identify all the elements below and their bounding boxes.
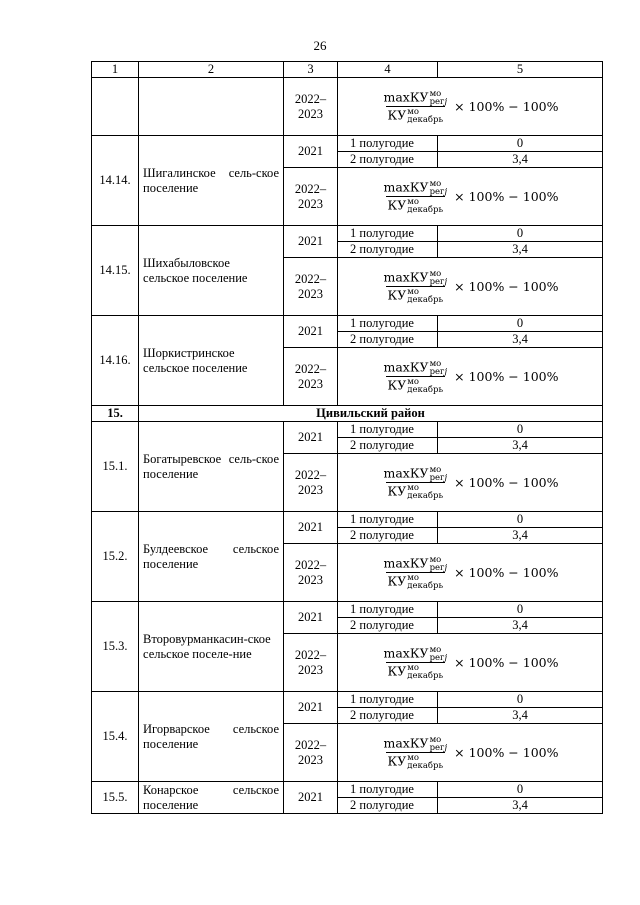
value-cell: 0 <box>438 782 603 798</box>
year-cell: 2021 <box>284 602 338 634</box>
year-cell: 2021 <box>284 226 338 258</box>
formula-cell <box>338 258 603 316</box>
formula-cell <box>338 724 603 782</box>
table-row <box>92 692 603 708</box>
row-number-cell: 15.2. <box>92 512 139 602</box>
table-row <box>92 512 603 528</box>
year-line: 2022– <box>294 737 327 752</box>
formula-denominator: КУ мо декабрь <box>387 572 444 591</box>
half-label-cell: 2 полугодие <box>338 152 438 168</box>
year-line: 2023 <box>298 106 323 121</box>
formula-tail: × 100% − 100% <box>454 745 559 760</box>
table-row <box>92 316 603 332</box>
year-line: 2023 <box>298 286 323 301</box>
year-cell <box>284 544 338 602</box>
year-line: 2023 <box>298 572 323 587</box>
formula-numerator: maxКУ мо регj <box>383 464 448 483</box>
formula-tail: × 100% − 100% <box>454 99 559 114</box>
formula-cell <box>338 348 603 406</box>
table-row <box>92 78 603 136</box>
formula-tail: × 100% − 100% <box>454 369 559 384</box>
section-number: 15. <box>92 406 139 422</box>
formula-numerator: maxКУ мо регj <box>383 178 448 197</box>
value-cell: 3,4 <box>438 242 603 258</box>
header-cell: 5 <box>438 62 603 78</box>
formula <box>341 646 599 680</box>
year-line: 2022– <box>294 647 327 662</box>
year-cell <box>284 348 338 406</box>
formula-denominator: КУ мо декабрь <box>387 286 444 305</box>
half-label-cell: 1 полугодие <box>338 602 438 618</box>
year-line: 2023 <box>298 482 323 497</box>
formula-denominator: КУ мо декабрь <box>387 662 444 681</box>
half-label-cell: 1 полугодие <box>338 692 438 708</box>
year-cell: 2021 <box>284 692 338 724</box>
fraction <box>382 466 450 500</box>
formula-denominator: КУ мо декабрь <box>387 752 444 771</box>
row-name-cell: Второвурманкасин-ское сельское поселе-ние <box>139 602 284 692</box>
formula-denominator: КУ мо декабрь <box>387 482 444 501</box>
row-name-cell: Конарское сельское поселение <box>139 782 284 814</box>
half-label-cell: 1 полугодие <box>338 226 438 242</box>
header-cell: 3 <box>284 62 338 78</box>
year-cell <box>284 724 338 782</box>
row-name-cell: Богатыревское сель-ское поселение <box>139 422 284 512</box>
header-cell: 1 <box>92 62 139 78</box>
formula-denominator: КУ мо декабрь <box>387 196 444 215</box>
formula-cell <box>338 78 603 136</box>
formula-cell <box>338 544 603 602</box>
fraction <box>382 646 450 680</box>
fraction <box>382 90 450 124</box>
table-row <box>92 782 603 798</box>
half-label-cell: 2 полугодие <box>338 798 438 814</box>
year-cell: 2021 <box>284 512 338 544</box>
fraction <box>382 270 450 304</box>
formula-numerator: maxКУ мо регj <box>383 88 448 107</box>
value-cell: 3,4 <box>438 618 603 634</box>
row-name-cell: Шигалинское сель-ское поселение <box>139 136 284 226</box>
half-label-cell: 2 полугодие <box>338 708 438 724</box>
fraction <box>382 556 450 590</box>
fraction <box>382 360 450 394</box>
year-cell: 2021 <box>284 316 338 348</box>
formula-tail: × 100% − 100% <box>454 655 559 670</box>
row-name-cell <box>139 78 284 136</box>
header-cell: 2 <box>139 62 284 78</box>
formula-numerator: maxКУ мо регj <box>383 644 448 663</box>
formula-tail: × 100% − 100% <box>454 475 559 490</box>
year-line: 2022– <box>294 557 327 572</box>
row-name-cell: Шихабыловское сельское поселение <box>139 226 284 316</box>
value-cell: 0 <box>438 316 603 332</box>
formula-numerator: maxКУ мо регj <box>383 358 448 377</box>
formula-numerator: maxКУ мо регj <box>383 734 448 753</box>
formula <box>341 736 599 770</box>
value-cell: 3,4 <box>438 528 603 544</box>
year-line: 2022– <box>294 361 327 376</box>
table-row <box>92 226 603 242</box>
row-number-cell: 14.14. <box>92 136 139 226</box>
header-row <box>92 62 603 78</box>
row-number-cell: 15.5. <box>92 782 139 814</box>
year-line: 2023 <box>298 376 323 391</box>
year-line: 2023 <box>298 196 323 211</box>
value-cell: 0 <box>438 136 603 152</box>
formula <box>341 360 599 394</box>
value-cell: 0 <box>438 422 603 438</box>
year-cell <box>284 258 338 316</box>
value-cell: 0 <box>438 226 603 242</box>
table-row <box>92 602 603 618</box>
year-cell: 2021 <box>284 422 338 454</box>
half-label-cell: 2 полугодие <box>338 528 438 544</box>
half-label-cell: 2 полугодие <box>338 332 438 348</box>
value-cell: 3,4 <box>438 798 603 814</box>
value-cell: 0 <box>438 692 603 708</box>
half-label-cell: 1 полугодие <box>338 316 438 332</box>
formula-cell <box>338 168 603 226</box>
half-label-cell: 1 полугодие <box>338 512 438 528</box>
row-number-cell: 15.3. <box>92 602 139 692</box>
year-line: 2022– <box>294 271 327 286</box>
half-label-cell: 1 полугодие <box>338 782 438 798</box>
formula <box>341 466 599 500</box>
half-label-cell: 2 полугодие <box>338 242 438 258</box>
table-row <box>92 136 603 152</box>
formula <box>341 556 599 590</box>
half-label-cell: 1 полугодие <box>338 136 438 152</box>
formula-numerator: maxКУ мо регj <box>383 554 448 573</box>
fraction <box>382 736 450 770</box>
formula <box>341 270 599 304</box>
year-cell: 2021 <box>284 136 338 168</box>
value-cell: 3,4 <box>438 152 603 168</box>
year-cell <box>284 78 338 136</box>
formula-tail: × 100% − 100% <box>454 189 559 204</box>
row-number-cell <box>92 78 139 136</box>
year-cell: 2021 <box>284 782 338 814</box>
value-cell: 3,4 <box>438 708 603 724</box>
year-line: 2023 <box>298 662 323 677</box>
half-label-cell: 1 полугодие <box>338 422 438 438</box>
row-number-cell: 15.4. <box>92 692 139 782</box>
formula-tail: × 100% − 100% <box>454 565 559 580</box>
header-cell: 4 <box>338 62 438 78</box>
row-name-cell: Булдеевское сельское поселение <box>139 512 284 602</box>
year-line: 2022– <box>294 91 327 106</box>
budget-table <box>91 61 603 814</box>
row-number-cell: 15.1. <box>92 422 139 512</box>
year-cell <box>284 168 338 226</box>
formula-denominator: КУ мо декабрь <box>387 106 444 125</box>
formula-cell <box>338 634 603 692</box>
year-line: 2022– <box>294 467 327 482</box>
half-label-cell: 2 полугодие <box>338 438 438 454</box>
formula-tail: × 100% − 100% <box>454 279 559 294</box>
formula-denominator: КУ мо декабрь <box>387 376 444 395</box>
year-line: 2023 <box>298 752 323 767</box>
row-name-cell: Игорварское сельское поселение <box>139 692 284 782</box>
formula-numerator: maxКУ мо регj <box>383 268 448 287</box>
formula-cell <box>338 454 603 512</box>
value-cell: 3,4 <box>438 438 603 454</box>
year-cell <box>284 454 338 512</box>
half-label-cell: 2 полугодие <box>338 618 438 634</box>
section-row <box>92 406 603 422</box>
row-number-cell: 14.15. <box>92 226 139 316</box>
row-name-cell: Шоркистринское сельское поселение <box>139 316 284 406</box>
formula <box>341 180 599 214</box>
fraction <box>382 180 450 214</box>
table-row <box>92 422 603 438</box>
value-cell: 0 <box>438 602 603 618</box>
value-cell: 0 <box>438 512 603 528</box>
year-line: 2022– <box>294 181 327 196</box>
row-number-cell: 14.16. <box>92 316 139 406</box>
year-cell <box>284 634 338 692</box>
section-title: Цивильский район <box>139 406 603 422</box>
formula <box>341 90 599 124</box>
page-number: 26 <box>313 38 327 53</box>
value-cell: 3,4 <box>438 332 603 348</box>
